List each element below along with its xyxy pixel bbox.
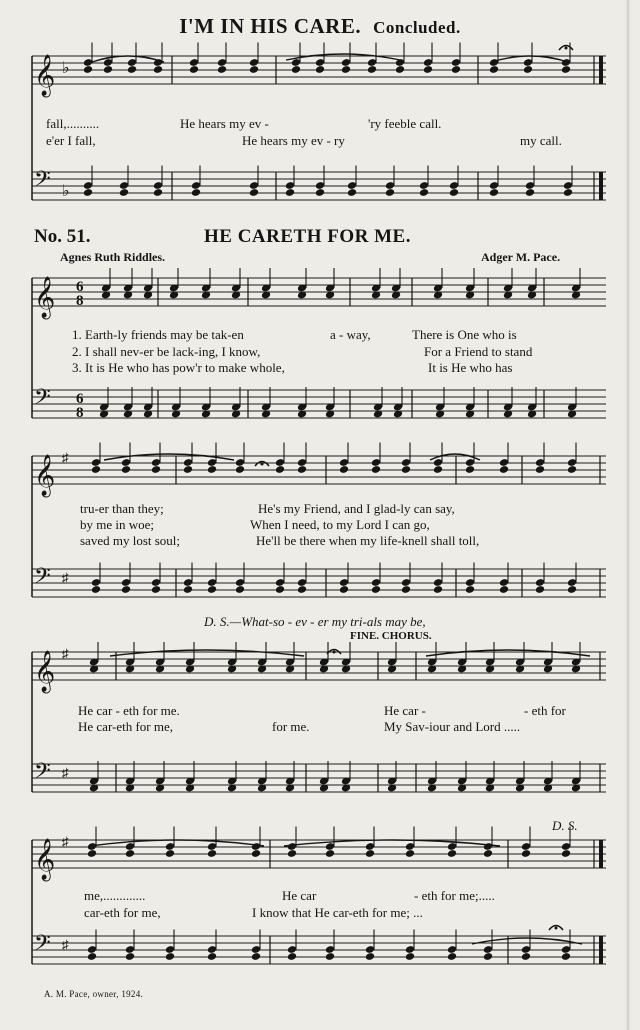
notehead-icon — [563, 188, 573, 197]
notehead-icon — [207, 585, 217, 594]
notehead-icon — [251, 952, 261, 961]
notehead-icon — [489, 65, 499, 74]
notehead-icon — [325, 849, 335, 858]
fermata-dot — [565, 47, 568, 50]
verse3-line1-a: 3. It is He who has pow'r to make whole, — [72, 360, 285, 375]
notehead-icon — [405, 849, 415, 858]
lyricist-credit: Agnes Ruth Riddles. — [60, 250, 166, 264]
fermata-dot — [555, 927, 558, 930]
notehead-icon — [395, 65, 405, 74]
slur-mark — [426, 650, 590, 656]
slur-mark — [284, 840, 500, 846]
notehead-icon — [447, 952, 457, 961]
notehead-icon — [499, 465, 509, 474]
notehead-icon — [483, 849, 493, 858]
notehead-icon — [567, 585, 577, 594]
notehead-icon — [121, 585, 131, 594]
time-signature-digit: 6 — [76, 391, 84, 407]
verse3-line2-a: saved my lost soul; — [80, 533, 181, 548]
notehead-icon — [91, 465, 101, 474]
previous-song-title: I'M IN HIS CARE. — [179, 14, 362, 38]
lyric-s4-l1-c: - eth for — [524, 703, 566, 718]
notehead-icon — [561, 65, 571, 74]
notehead-icon — [423, 65, 433, 74]
notehead-icon — [183, 465, 193, 474]
notehead-icon — [249, 188, 259, 197]
notehead-icon — [165, 849, 175, 858]
notehead-icon — [217, 65, 227, 74]
notehead-icon — [91, 585, 101, 594]
notehead-icon — [499, 585, 509, 594]
notehead-icon — [347, 188, 357, 197]
notehead-icon — [125, 849, 135, 858]
notehead-icon — [191, 188, 201, 197]
notehead-icon — [297, 585, 307, 594]
slur-mark — [430, 454, 480, 460]
dal-segno-line: D. S.—What-so - ev - er my tri-als may be, — [204, 614, 426, 629]
notehead-icon — [125, 952, 135, 961]
treble-clef-icon: 𝄞 — [34, 651, 56, 692]
notehead-icon — [287, 849, 297, 858]
verse1-line2-a: tru-er than they; — [80, 501, 164, 516]
treble-clef-icon: 𝄞 — [34, 455, 56, 496]
notehead-icon — [489, 188, 499, 197]
notehead-icon — [525, 188, 535, 197]
time-signature-digit: 8 — [76, 405, 84, 421]
verse3-line2-b: He'll be there when my life-knell shall toll, — [256, 533, 480, 548]
notehead-icon — [83, 65, 93, 74]
time-signature-digit: 6 — [76, 279, 84, 295]
lyric-s5-l1-b: He car — [282, 888, 317, 903]
lyric-s4-l2-c: My Sav-iour and Lord ..... — [384, 719, 521, 734]
notehead-icon — [451, 65, 461, 74]
notehead-icon — [235, 585, 245, 594]
notehead-icon — [405, 952, 415, 961]
bass-clef-icon: 𝄢 — [34, 931, 51, 961]
notehead-icon — [119, 188, 129, 197]
notehead-icon — [449, 188, 459, 197]
verse1-line1-c: There is One who is — [412, 327, 517, 342]
notehead-icon — [87, 849, 97, 858]
copyright-footer: A. M. Pace, owner, 1924. — [44, 989, 144, 999]
dal-segno-mark: D. S. — [552, 818, 578, 833]
notehead-icon — [249, 65, 259, 74]
sharp-icon: ♯ — [62, 450, 69, 465]
notehead-icon — [521, 952, 531, 961]
notehead-icon — [341, 65, 351, 74]
lyric-s4-l1-a: He car - eth for me. — [78, 703, 180, 718]
notehead-icon — [465, 585, 475, 594]
notehead-icon — [419, 188, 429, 197]
notehead-icon — [339, 585, 349, 594]
verse3-line1-b: It is He who has — [428, 360, 513, 375]
notehead-icon — [103, 65, 113, 74]
bass-clef-icon: 𝄢 — [34, 564, 51, 594]
slur-mark — [104, 454, 234, 460]
notehead-icon — [561, 952, 571, 961]
notehead-icon — [153, 65, 163, 74]
notehead-icon — [523, 65, 533, 74]
lyric-s1-l2-a: e'er I fall, — [46, 133, 96, 148]
notehead-icon — [567, 465, 577, 474]
notehead-icon — [83, 188, 93, 197]
notehead-icon — [287, 952, 297, 961]
verse2-line2-b: When I need, to my Lord I can go, — [250, 517, 430, 532]
composer-credit: Adger M. Pace. — [481, 250, 561, 264]
notehead-icon — [207, 849, 217, 858]
bass-clef-icon: 𝄢 — [34, 167, 51, 197]
notehead-icon — [291, 65, 301, 74]
notehead-icon — [535, 465, 545, 474]
notehead-icon — [365, 952, 375, 961]
hymn-title: HE CARETH FOR ME. — [204, 226, 411, 247]
notehead-icon — [297, 465, 307, 474]
lyric-s1-l1-a: fall,.......... — [46, 116, 100, 131]
sharp-icon: ♯ — [62, 937, 69, 952]
verse1-line1-b: a - way, — [330, 327, 371, 342]
notehead-icon — [151, 465, 161, 474]
notehead-icon — [275, 585, 285, 594]
notehead-icon — [433, 585, 443, 594]
sharp-icon: ♯ — [62, 834, 69, 849]
notehead-icon — [153, 188, 163, 197]
lyric-s5-l2-b: I know that He car-eth for me; ... — [252, 905, 423, 920]
notehead-icon — [285, 188, 295, 197]
notehead-icon — [339, 465, 349, 474]
sharp-icon: ♯ — [62, 646, 69, 661]
slur-mark — [90, 840, 264, 846]
lyric-s1-l1-b: He hears my ev - — [180, 116, 269, 131]
treble-clef-icon: 𝄞 — [34, 55, 56, 96]
verse2-line1-a: 2. I shall nev-er be lack-ing, I know, — [72, 344, 261, 359]
notehead-icon — [367, 65, 377, 74]
notehead-icon — [385, 188, 395, 197]
notehead-icon — [151, 585, 161, 594]
fine-chorus-label: FINE. CHORUS. — [350, 630, 432, 642]
slur-mark — [110, 650, 304, 656]
notehead-icon — [189, 65, 199, 74]
verse2-line1-b: For a Friend to stand — [424, 344, 533, 359]
notehead-icon — [447, 849, 457, 858]
notehead-icon — [401, 465, 411, 474]
verse1-line1-a: 1. Earth-ly friends may be tak-en — [72, 327, 244, 342]
notehead-icon — [165, 952, 175, 961]
verse2-line2-a: by me in woe; — [80, 517, 155, 532]
time-signature-digit: 8 — [76, 293, 84, 309]
bass-clef-icon: 𝄢 — [34, 385, 51, 415]
notehead-icon — [325, 952, 335, 961]
notehead-icon — [535, 585, 545, 594]
notehead-icon — [371, 585, 381, 594]
lyric-s4-l2-b: for me. — [272, 719, 310, 734]
sharp-icon: ♯ — [62, 570, 69, 585]
notehead-icon — [251, 849, 261, 858]
fermata-dot — [261, 463, 264, 466]
notehead-icon — [207, 952, 217, 961]
bass-clef-icon: 𝄢 — [34, 759, 51, 789]
treble-clef-icon: 𝄞 — [34, 277, 56, 318]
slur-mark — [92, 56, 164, 62]
lyric-s5-l2-a: car-eth for me, — [84, 905, 161, 920]
lyric-s5-l1-c: - eth for me;..... — [414, 888, 495, 903]
notehead-icon — [121, 465, 131, 474]
notehead-icon — [315, 188, 325, 197]
lyric-s1-l2-b: He hears my ev - ry — [242, 133, 345, 148]
flat-icon: ♭ — [62, 60, 70, 77]
notehead-icon — [401, 585, 411, 594]
lyric-s1-l1-c: 'ry feeble call. — [368, 116, 442, 131]
fermata-dot — [333, 651, 336, 654]
notehead-icon — [87, 952, 97, 961]
notehead-icon — [127, 65, 137, 74]
notehead-icon — [183, 585, 193, 594]
slur-mark — [286, 54, 400, 60]
hymn-number: No. 51. — [34, 226, 91, 247]
notehead-icon — [433, 465, 443, 474]
notehead-icon — [371, 465, 381, 474]
notehead-icon — [315, 65, 325, 74]
notehead-icon — [465, 465, 475, 474]
notehead-icon — [275, 465, 285, 474]
lyric-s5-l1-a: me,............. — [84, 888, 146, 903]
treble-clef-icon: 𝄞 — [34, 839, 56, 880]
lyric-s1-l2-c: my call. — [520, 133, 562, 148]
lyric-s4-l1-b: He car - — [384, 703, 426, 718]
notehead-icon — [365, 849, 375, 858]
verse1-line2-b: He's my Friend, and I glad-ly can say, — [258, 501, 455, 516]
lyric-s4-l2-a: He car-eth for me, — [78, 719, 174, 734]
sharp-icon: ♯ — [62, 765, 69, 780]
flat-icon: ♭ — [62, 183, 70, 200]
notehead-icon — [561, 849, 571, 858]
concluded-label: Concluded. — [373, 18, 461, 37]
notehead-icon — [483, 952, 493, 961]
notehead-icon — [235, 465, 245, 474]
notehead-icon — [207, 465, 217, 474]
notehead-icon — [521, 849, 531, 858]
